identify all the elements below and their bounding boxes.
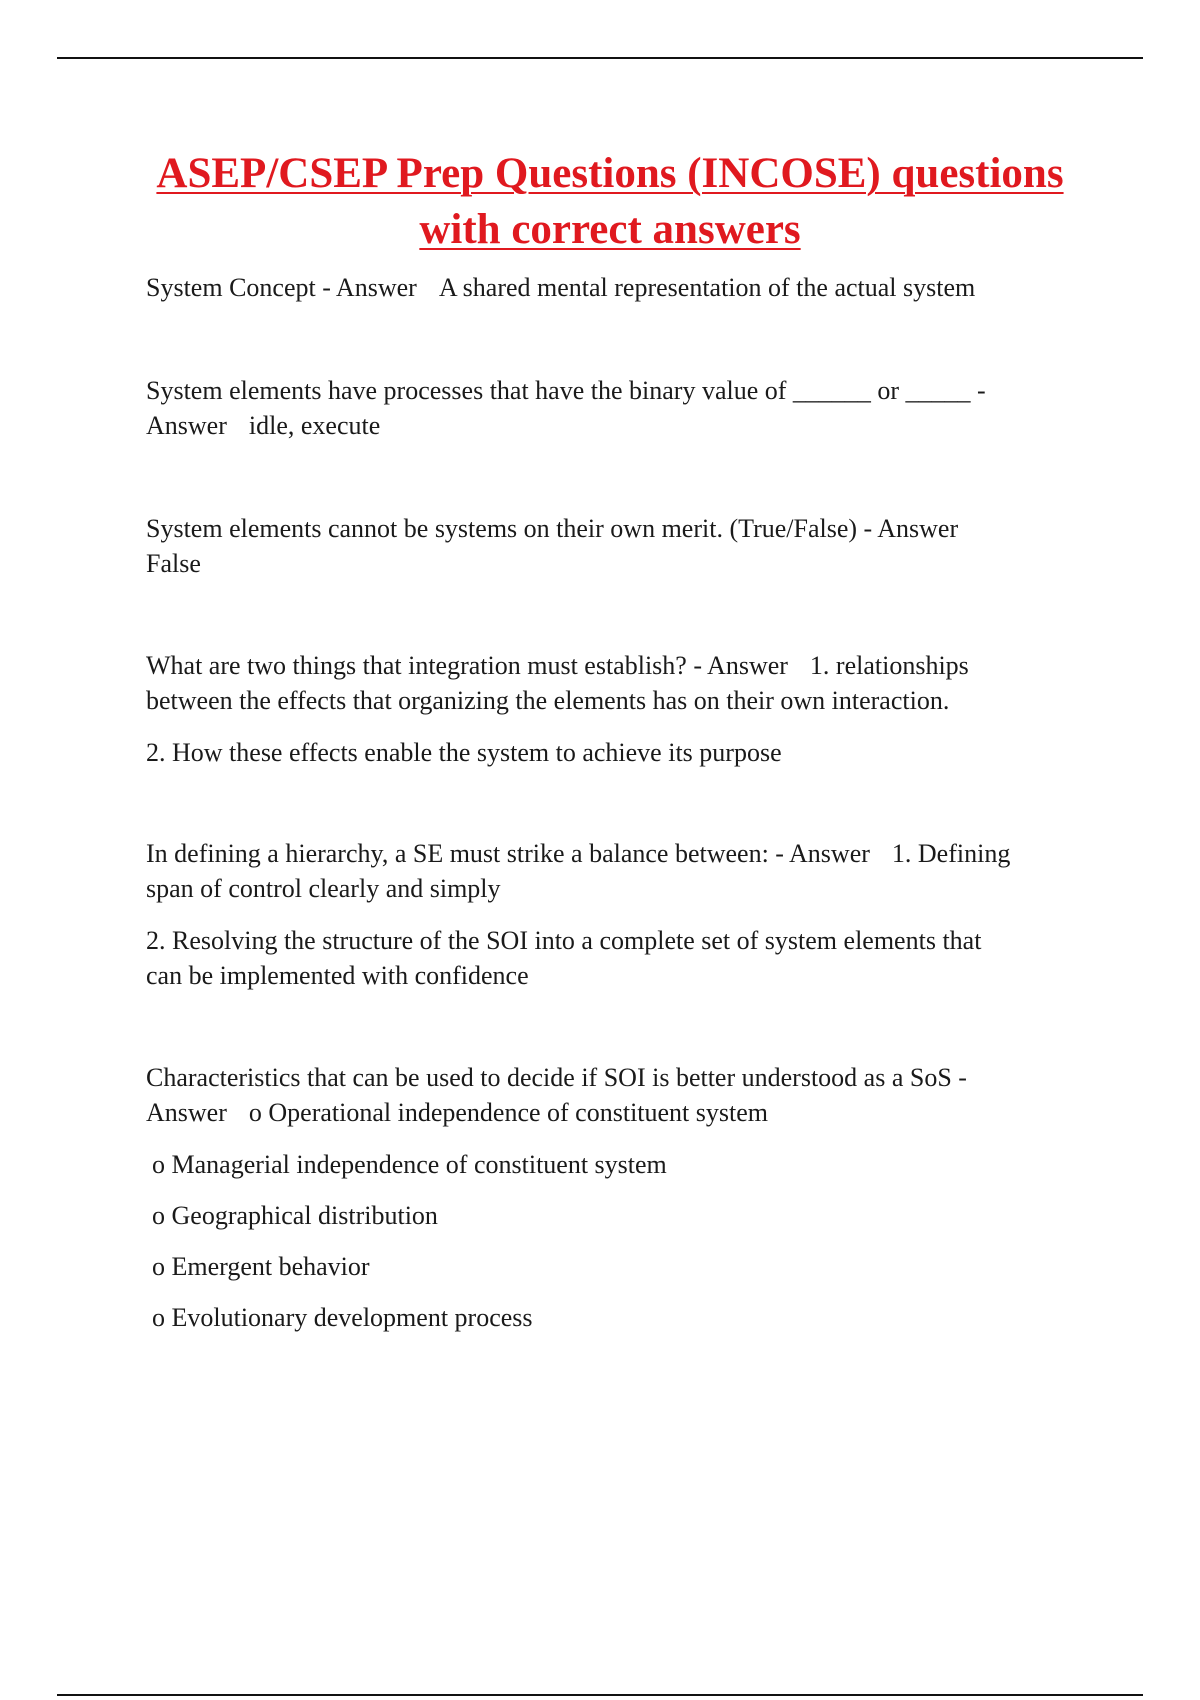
- answer-label: Answer: [146, 1098, 227, 1127]
- answer-text: o Operational independence of constituent system: [248, 1098, 768, 1127]
- list-item: o Geographical distribution: [152, 1201, 438, 1230]
- answer-text: idle, execute: [248, 411, 381, 440]
- answer-text: 2. How these effects enable the system to achieve its purpose: [146, 738, 782, 767]
- title-line-2: with correct answers: [419, 206, 801, 253]
- qa-2: [146, 373, 1096, 443]
- list-item: o Emergent behavior: [152, 1252, 370, 1281]
- answer-text: between the effects that organizing the elements has on their own interaction.: [146, 686, 950, 715]
- list-item: o Evolutionary development process: [152, 1303, 533, 1332]
- qa-6: [146, 1060, 1096, 1130]
- question-text: In defining a hierarchy, a SE must strike a balance between: - Answer: [146, 839, 870, 868]
- answer-text: span of control clearly and simply: [146, 874, 501, 903]
- document-title: [130, 146, 1090, 258]
- qa-5: [146, 836, 1096, 906]
- question-text: System elements cannot be systems on their own merit. (True/False) - Answer: [146, 514, 959, 543]
- list-item: o Managerial independence of constituent system: [152, 1150, 667, 1179]
- answer-label: Answer: [146, 411, 227, 440]
- qa-5-item-2: [146, 923, 1096, 993]
- answer-text: A shared mental representation of the actual system: [438, 273, 976, 302]
- answer-text: 2. Resolving the structure of the SOI into a complete set of system elements that: [146, 926, 982, 955]
- title-line-1: ASEP/CSEP Prep Questions (INCOSE) questions: [156, 150, 1064, 197]
- qa-4: [146, 648, 1096, 718]
- top-rule: [57, 57, 1143, 59]
- answer-text: False: [146, 549, 201, 578]
- answer-text: can be implemented with confidence: [146, 961, 529, 990]
- bottom-rule: [57, 1694, 1143, 1696]
- answer-text: 1. relationships: [809, 651, 969, 680]
- question-text: System elements have processes that have the binary value of ______ or _____ -: [146, 376, 986, 405]
- question-text: Characteristics that can be used to decide if SOI is better understood as a SoS -: [146, 1063, 967, 1092]
- qa-3: [146, 511, 1096, 581]
- question-text: What are two things that integration must establish? - Answer: [146, 651, 788, 680]
- qa-1: [146, 270, 1096, 305]
- answer-text: 1. Defining: [891, 839, 1011, 868]
- qa-4-item-2: [146, 735, 1096, 770]
- question-text: System Concept - Answer: [146, 273, 417, 302]
